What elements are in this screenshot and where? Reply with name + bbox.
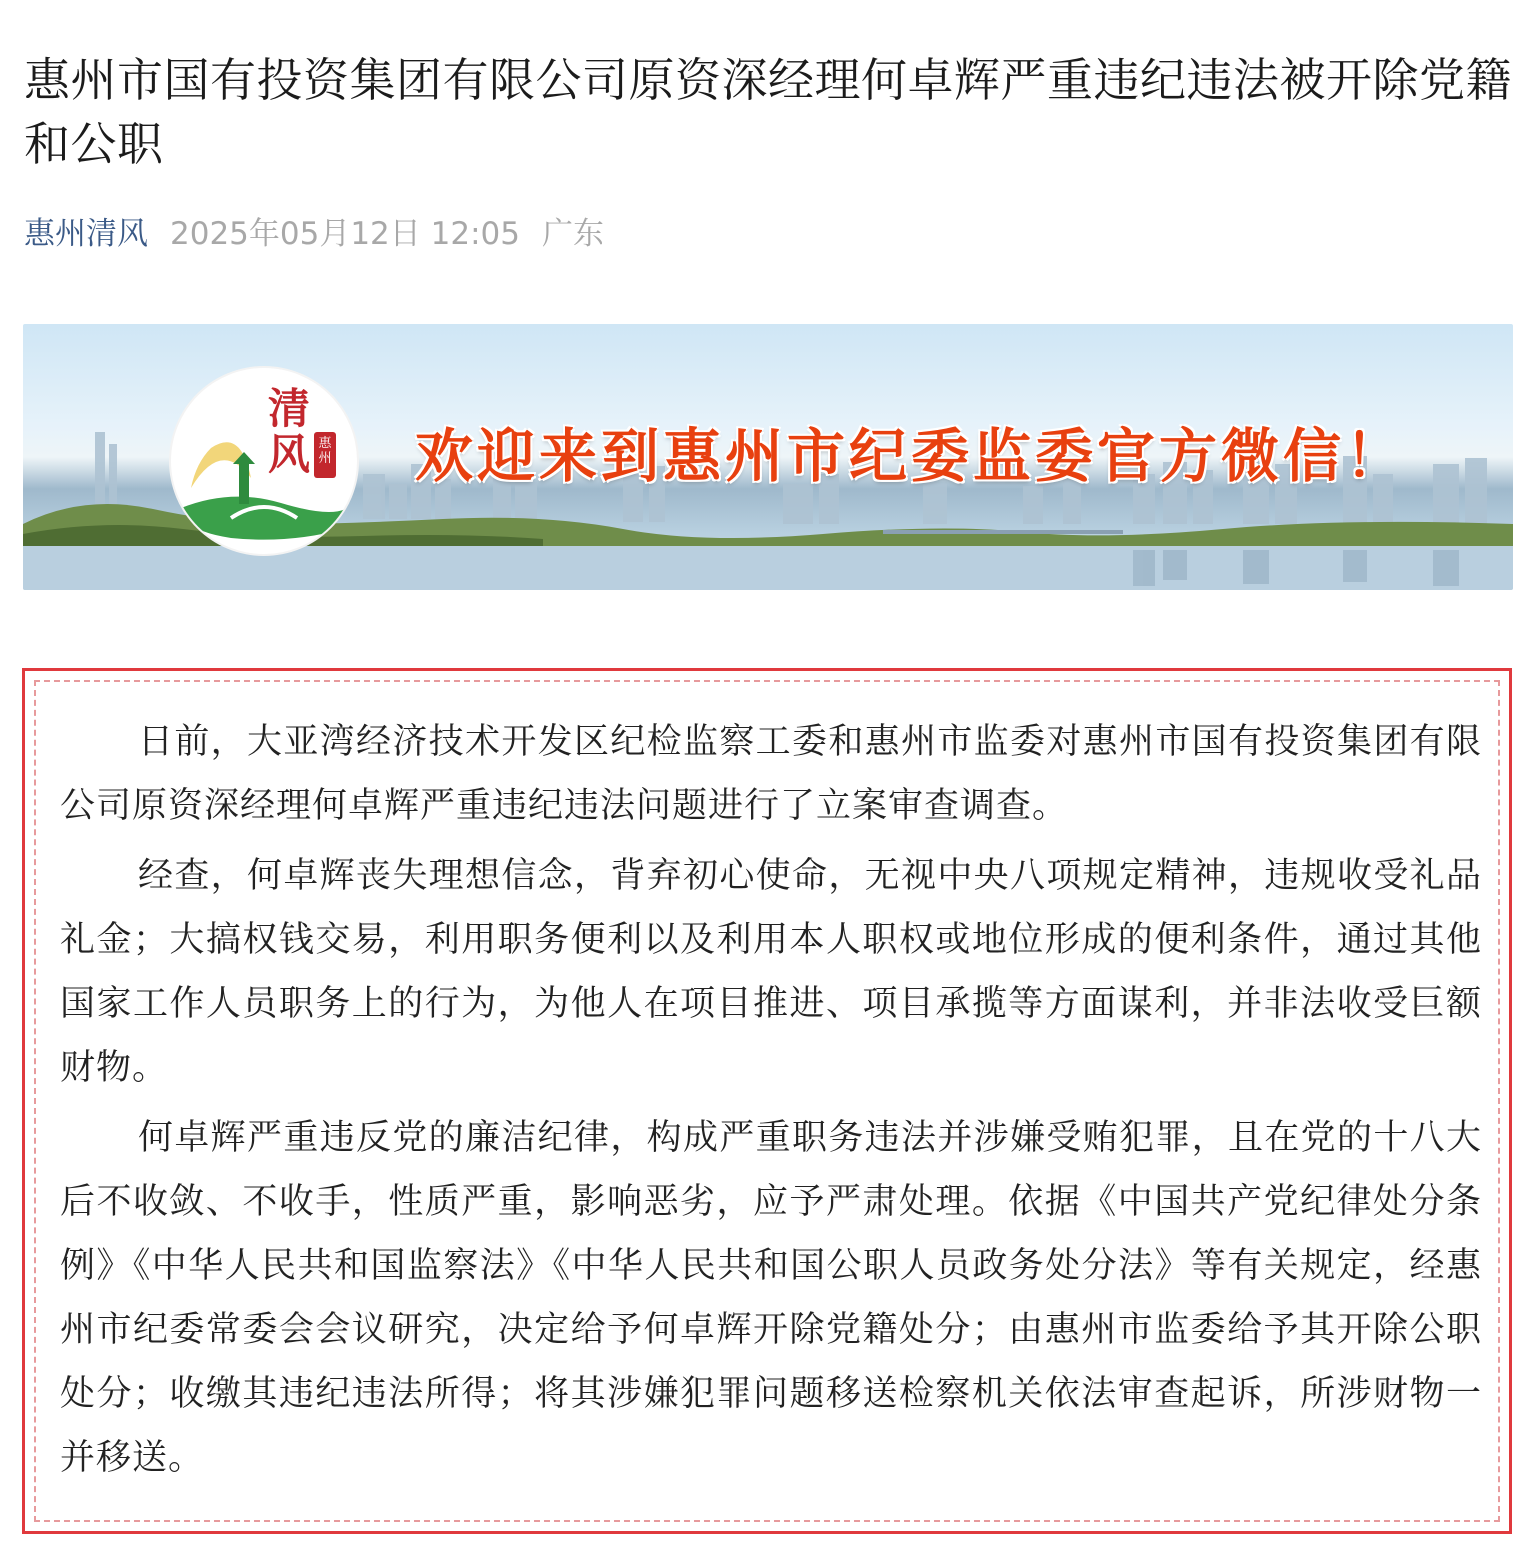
- logo-char-feng: 风: [268, 430, 311, 479]
- account-name-link[interactable]: 惠州清风: [24, 216, 148, 252]
- banner-slogan: 欢迎来到惠州市纪委监委官方微信！: [415, 422, 1408, 490]
- article-body: [60, 710, 1482, 1496]
- qingfeng-logo: [171, 368, 357, 554]
- publish-location: 广东: [541, 216, 604, 252]
- body-paragraph: 何卓辉严重违反党的廉洁纪律，构成严重职务违法并涉嫌受贿犯罪，且在党的十八大后不收敛、不收手，性质严重，影响恶劣，应予严肃处理。依据《中国共产党纪律处分条例》《中华人民共和国监察法》《中华人民共和国公职人员政务处分法》等有关规定，经惠州市纪委常委会会议研究，决定给予何卓辉开除党籍处分；由惠州市监委给予其开除公职处分；收缴其违纪违法所得；将其涉嫌犯罪问题移送检察机关依法审查起诉，所涉财物一并移送。: [60, 1118, 1482, 1478]
- banner-image: [23, 324, 1513, 590]
- logo-seal: 惠州: [314, 432, 336, 478]
- body-paragraph: 日前，大亚湾经济技术开发区纪检监察工委和惠州市监委对惠州市国有投资集团有限公司原资深经理何卓辉严重违纪违法问题进行了立案审查调查。: [60, 722, 1482, 826]
- body-paragraph: 经查，何卓辉丧失理想信念，背弃初心使命，无视中央八项规定精神，违规收受礼品礼金；大搞权钱交易，利用职务便利以及利用本人职权或地位形成的便利条件，通过其他国家工作人员职务上的行为，为他人在项目推进、项目承揽等方面谋利，并非法收受巨额财物。: [60, 856, 1482, 1088]
- article-title: 惠州市国有投资集团有限公司原资深经理何卓辉严重违纪违法被开除党籍和公职: [24, 53, 1512, 171]
- article-meta: [24, 212, 604, 256]
- logo-char-qing: 清: [268, 384, 311, 433]
- publish-date: 2025年05月12日 12:05: [170, 216, 520, 252]
